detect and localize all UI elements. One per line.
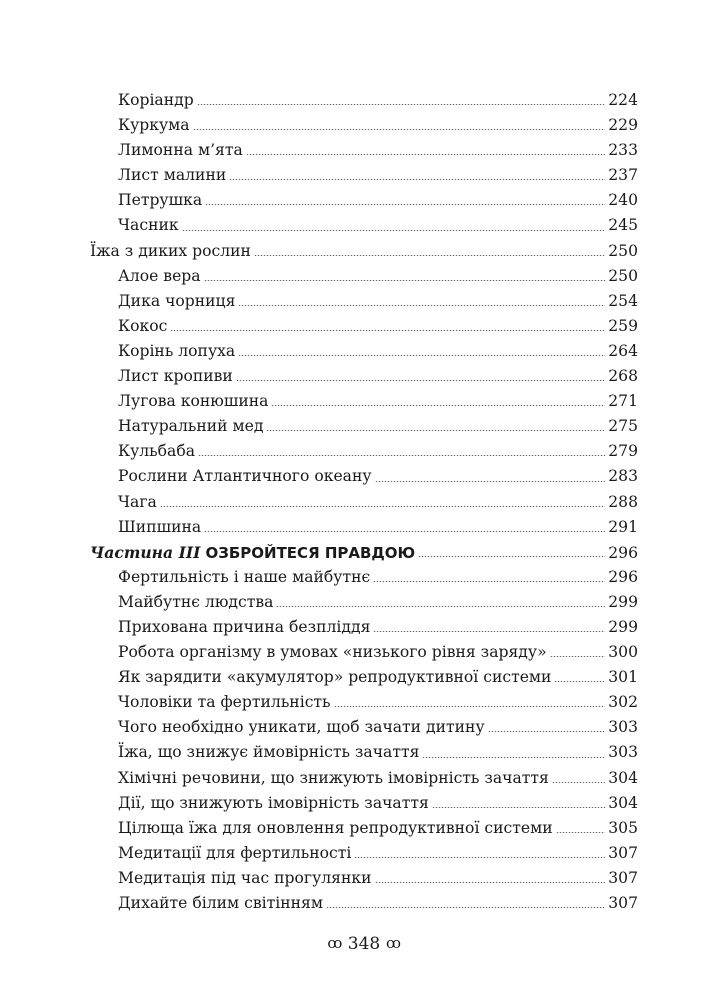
toc-entry-title: Шипшина [118, 517, 202, 536]
toc-page-number: 240 [608, 191, 638, 210]
dot-leader [205, 204, 605, 205]
toc-entry-title: Їжа, що знижує ймовірність зачаття [118, 743, 420, 762]
toc-entry-title: Дихайте білим світінням [118, 894, 323, 912]
toc-entry-title: Лугова конюшина [118, 392, 269, 411]
toc-entry [118, 289, 638, 314]
toc-page-number: 291 [608, 517, 638, 536]
toc-entry [118, 791, 638, 816]
toc-entry [118, 766, 638, 791]
toc-entry-title: Лимонна м’ята [118, 141, 243, 160]
toc-entry-title: Фертильність і наше майбутнє [118, 567, 371, 586]
toc-entry [118, 389, 638, 414]
toc-entry-title: Майбутнє людства [118, 592, 274, 611]
toc-page-number: 300 [608, 643, 638, 662]
toc-page-number: 224 [608, 91, 638, 109]
toc-entry [118, 866, 638, 891]
part-title: ОЗБРОЙТЕСЯ ПРАВДОЮ [205, 543, 416, 562]
toc-entry [118, 138, 638, 163]
dot-leader [554, 681, 605, 682]
toc-entry [118, 816, 638, 841]
dot-leader [170, 330, 605, 331]
dot-leader [254, 255, 605, 256]
toc-entry [118, 113, 638, 138]
dot-leader [334, 706, 606, 707]
toc-entry [118, 213, 638, 238]
toc-page-number: 307 [608, 843, 638, 862]
dot-leader [375, 882, 606, 883]
toc-part-heading [90, 540, 638, 565]
dot-leader [373, 581, 605, 582]
part-number: Частина III [90, 542, 201, 562]
dot-leader [236, 380, 605, 381]
toc-entry-title: Робота організму в умовах «низького рівня заряду» [118, 643, 547, 662]
dot-leader [197, 104, 606, 105]
toc-entry-title: Хімічні речовини, що знижують імовірність зачаття [118, 768, 549, 787]
toc-entry-title: Лист малини [118, 166, 227, 185]
toc-entry-title: Прихована причина безпліддя [118, 617, 371, 636]
toc-entry-title: Кокос [118, 316, 168, 335]
dot-leader [354, 857, 605, 858]
toc-page-number: 307 [608, 894, 638, 912]
toc-entry [118, 891, 638, 916]
toc-entry-title: Чого необхідно уникати, щоб зачати дитину [118, 718, 485, 737]
toc-entry-title: Коріандр [118, 91, 194, 109]
toc-entry-title: Петрушка [118, 191, 203, 210]
toc-page-number: 305 [608, 818, 638, 837]
toc-entry-title: Медитації для фертильності [118, 843, 352, 862]
toc-page-number: 268 [608, 367, 638, 386]
dot-leader [422, 757, 605, 758]
toc-page-number: 304 [608, 768, 638, 787]
toc-entry-title: Часник [118, 216, 179, 235]
toc-entry-title: Дика чорниця [118, 291, 236, 310]
toc-entry [118, 314, 638, 339]
toc-entry [118, 88, 638, 113]
toc-entry [118, 565, 638, 590]
dot-leader [182, 230, 606, 231]
toc-entry-title: Дії, що знижують імовірність зачаття [118, 793, 429, 812]
dot-leader [238, 355, 605, 356]
toc-entry [118, 264, 638, 289]
dot-leader [373, 631, 605, 632]
toc-page-number: 303 [608, 718, 638, 737]
toc-entry-title [90, 540, 415, 566]
toc-entry-title: Як зарядити «акумулятор» репродуктивної системи [118, 668, 552, 687]
toc-entry [118, 490, 638, 515]
dot-leader [229, 179, 605, 180]
dot-leader [271, 405, 605, 406]
toc-page-number: 275 [608, 417, 638, 436]
toc-page-number: 279 [608, 442, 638, 461]
toc-page-number: 229 [608, 116, 638, 135]
dot-leader [488, 731, 606, 732]
dot-leader [266, 430, 605, 431]
dot-leader [193, 129, 606, 130]
toc-entry [118, 163, 638, 188]
toc-page-number: 299 [608, 617, 638, 636]
page-footer [0, 932, 728, 956]
dot-leader [375, 481, 606, 482]
toc-page-number: 307 [608, 868, 638, 887]
toc-entry-title: Чоловіки та фертильність [118, 693, 331, 712]
toc-page-number: 254 [608, 291, 638, 310]
toc-entry [118, 188, 638, 213]
dot-leader [198, 455, 605, 456]
page-number: 348 [347, 934, 381, 954]
toc-entry [118, 740, 638, 765]
toc-page-number: 233 [608, 141, 638, 160]
dot-leader [276, 606, 605, 607]
table-of-contents [0, 88, 728, 916]
dot-leader [556, 832, 606, 833]
toc-page-number: 245 [608, 216, 638, 235]
toc-page-number: 296 [608, 543, 638, 562]
dot-leader [160, 506, 605, 507]
toc-page-number: 271 [608, 392, 638, 411]
toc-entry [118, 640, 638, 665]
toc-entry [118, 439, 638, 464]
toc-page-number: 283 [608, 467, 638, 486]
dot-leader [432, 807, 605, 808]
toc-entry-title: Корінь лопуха [118, 341, 236, 360]
toc-entry [118, 615, 638, 640]
toc-entry [118, 414, 638, 439]
toc-page-number: 303 [608, 743, 638, 762]
toc-page-number: 304 [608, 793, 638, 812]
toc-page-number: 264 [608, 341, 638, 360]
toc-entry [118, 364, 638, 389]
dot-leader [418, 556, 605, 557]
toc-entry [118, 515, 638, 540]
dot-leader [238, 305, 605, 306]
toc-entry [118, 590, 638, 615]
toc-entry [118, 339, 638, 364]
dot-leader [552, 782, 605, 783]
toc-entry-title: Куркума [118, 116, 190, 135]
dot-leader [550, 656, 606, 657]
dot-leader [246, 154, 605, 155]
toc-page-number: 250 [608, 241, 638, 260]
toc-entry [118, 690, 638, 715]
dot-leader [326, 907, 605, 908]
toc-entry-title: Чага [118, 492, 157, 511]
toc-entry [118, 464, 638, 489]
toc-page-number: 302 [608, 693, 638, 712]
toc-entry-title: Алое вера [118, 266, 201, 285]
toc-entry-title: Медитація під час прогулянки [118, 868, 372, 887]
toc-entry [118, 715, 638, 740]
toc-section-heading [90, 239, 638, 264]
toc-page-number: 250 [608, 266, 638, 285]
toc-page-number: 301 [608, 668, 638, 687]
toc-page-number: 299 [608, 592, 638, 611]
toc-entry-title: Кульбаба [118, 442, 196, 461]
toc-page-number: 259 [608, 316, 638, 335]
toc-entry [118, 841, 638, 866]
dot-leader [204, 280, 606, 281]
right-ornament-icon: ꝏ [385, 934, 401, 952]
toc-page-number: 296 [608, 567, 638, 586]
toc-entry-title: Натуральний мед [118, 417, 264, 436]
toc-page-number: 237 [608, 166, 638, 185]
toc-entry-title: Лист кропиви [118, 367, 233, 386]
toc-entry-title: Їжа з диких рослин [90, 241, 251, 260]
toc-entry [118, 665, 638, 690]
dot-leader [204, 531, 605, 532]
toc-page-number: 288 [608, 492, 638, 511]
toc-entry-title: Цілюща їжа для оновлення репродуктивної системи [118, 818, 553, 837]
toc-entry-title: Рослини Атлантичного океану [118, 467, 372, 486]
left-ornament-icon: ꝏ [327, 934, 343, 952]
